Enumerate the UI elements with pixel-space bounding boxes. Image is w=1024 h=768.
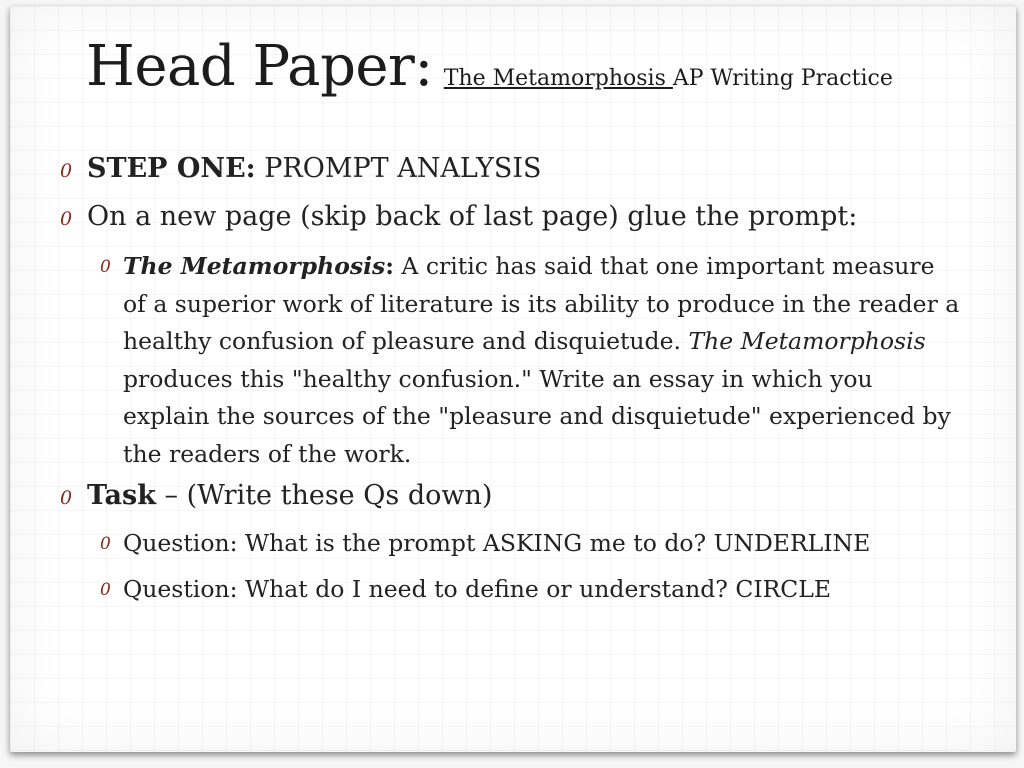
bullet-item-step-one: [60, 150, 960, 188]
prompt-book-title-inline: The Metamorphosis: [688, 327, 926, 355]
bullet-item-glue-prompt: [60, 198, 960, 236]
step-one-text: PROMPT ANALYSIS: [255, 153, 542, 184]
title-subtitle: [444, 66, 893, 91]
slide-content: [60, 150, 960, 616]
prompt-colon: :: [385, 252, 394, 280]
task-text: – (Write these Qs down): [155, 480, 493, 511]
prompt-text-part-1: A critic has said that one important measure of a superior work of literature is its ability to produce in the reader a healthy confusion of pleasure and disquietude.: [123, 252, 960, 355]
bullet-item-question-asking: [100, 525, 960, 563]
bullet-marker-icon: 0: [60, 208, 73, 230]
title-main: Head Paper:: [86, 34, 433, 99]
slide-title: [86, 34, 893, 99]
bullet-marker-icon: 0: [100, 579, 111, 600]
bullet-marker-icon: 0: [60, 487, 73, 509]
glue-prompt-text: On a new page (skip back of last page) glue the prompt:: [87, 201, 858, 232]
prompt-book-title: The Metamorphosis: [123, 252, 386, 280]
title-sub-plain: AP Writing Practice: [672, 66, 893, 91]
question-asking-text: Question: What is the prompt ASKING me to do? UNDERLINE: [123, 529, 871, 557]
bullet-marker-icon: 0: [100, 257, 111, 277]
bullet-marker-icon: 0: [100, 534, 111, 554]
step-one-label: STEP ONE:: [87, 153, 256, 184]
task-label: Task: [87, 480, 156, 511]
bullet-item-question-define: [100, 571, 960, 609]
bullet-marker-icon: 0: [60, 160, 73, 182]
bullet-item-prompt-text: [100, 248, 960, 473]
title-sub-underlined: The Metamorphosis: [443, 66, 673, 91]
question-define-text: Question: What do I need to define or understand? CIRCLE: [123, 574, 832, 603]
prompt-text-part-2: produces this "healthy confusion." Write an essay in which you explain the sources of the "pleasure and disquietude" experienced by the readers of the work.: [123, 364, 951, 468]
bullet-item-task: [60, 477, 960, 515]
